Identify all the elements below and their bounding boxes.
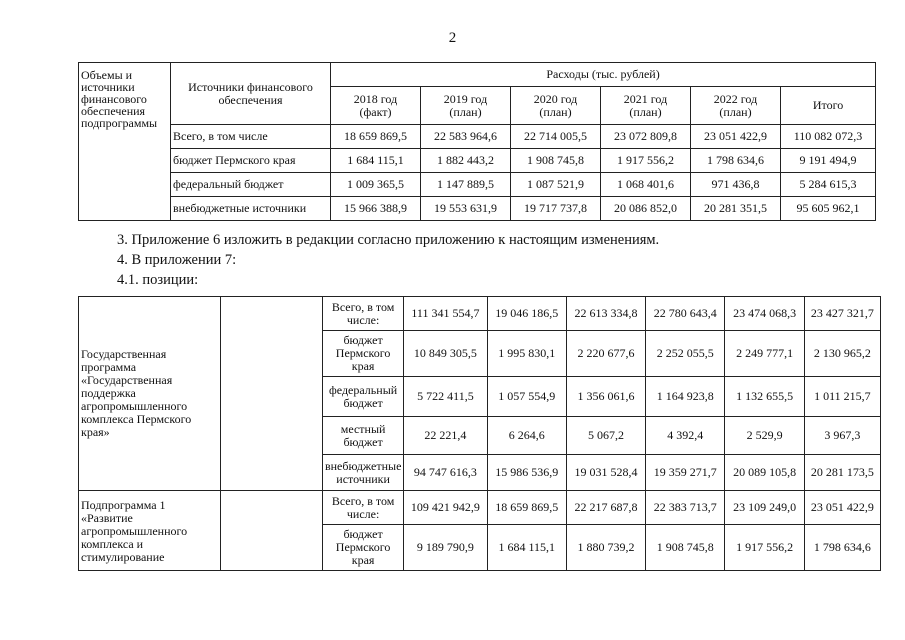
cell-value: 94 747 616,3	[404, 455, 487, 491]
cell-value: 19 553 631,9	[421, 197, 511, 221]
cell-value: 6 264,6	[487, 417, 566, 455]
row-label: Всего, в том числе	[171, 125, 331, 149]
year-header: 2019 год (план)	[421, 87, 511, 125]
cell-value: 1 798 634,6	[691, 149, 781, 173]
cell-value: 1 057 554,9	[487, 377, 566, 417]
cell-value: 23 109 249,0	[725, 491, 804, 525]
cell-value: 20 281 173,5	[804, 455, 880, 491]
cell-value: 1 147 889,5	[421, 173, 511, 197]
cell-value: 5 722 411,5	[404, 377, 487, 417]
cell-value: 1 132 655,5	[725, 377, 804, 417]
row-label: бюджет Пермского края	[171, 149, 331, 173]
cell-value: 1 684 115,1	[331, 149, 421, 173]
cell-value: 2 130 965,2	[804, 331, 880, 377]
cell-value: 19 717 737,8	[511, 197, 601, 221]
cell-value: 1 917 556,2	[725, 525, 804, 571]
program-title: Государственная программа «Государственная поддержка агропромышленного комплекса Пермского края»	[79, 297, 221, 491]
cell-value: 2 529,9	[725, 417, 804, 455]
subprogram-title: Подпрограмма 1 «Развитие агропромышленного комплекса и стимулирование	[79, 491, 221, 571]
cell-value: 1 995 830,1	[487, 331, 566, 377]
cell-value: 23 051 422,9	[691, 125, 781, 149]
page-number: 2	[448, 30, 457, 46]
paragraph-appendix-7: 4. В приложении 7:	[117, 252, 237, 268]
cell-value: 110 082 072,3	[781, 125, 876, 149]
year-header: 2018 год (факт)	[331, 87, 421, 125]
cell-value: 19 359 271,7	[646, 455, 725, 491]
row-label: федеральный бюджет	[171, 173, 331, 197]
expenses-header: Расходы (тыс. рублей)	[331, 63, 876, 87]
cell-value: 20 281 351,5	[691, 197, 781, 221]
cell-value: 23 474 068,3	[725, 297, 804, 331]
year-header: 2021 год (план)	[601, 87, 691, 125]
cell-value: 1 908 745,8	[511, 149, 601, 173]
row-label: местный бюджет	[322, 417, 403, 455]
cell-value: 2 252 055,5	[646, 331, 725, 377]
cell-value: 15 986 536,9	[487, 455, 566, 491]
table-row	[79, 491, 881, 525]
cell-value: 19 031 528,4	[566, 455, 645, 491]
cell-value: 1 684 115,1	[487, 525, 566, 571]
cell-value: 22 714 005,5	[511, 125, 601, 149]
year-header: 2022 год (план)	[691, 87, 781, 125]
sources-header: Источники финансового обеспечения	[171, 63, 331, 125]
cell-value: 1 011 215,7	[804, 377, 880, 417]
row-label: Всего, в том числе:	[322, 491, 403, 525]
row-label: Всего, в том числе:	[322, 297, 403, 331]
cell-value: 1 917 556,2	[601, 149, 691, 173]
cell-value: 22 221,4	[404, 417, 487, 455]
empty-cell	[221, 297, 323, 491]
cell-value: 18 659 869,5	[331, 125, 421, 149]
cell-value: 10 849 305,5	[404, 331, 487, 377]
cell-value: 1 068 401,6	[601, 173, 691, 197]
cell-value: 95 605 962,1	[781, 197, 876, 221]
volumes-header: Объемы и источники финансового обеспечения подпрограммы	[79, 63, 171, 221]
cell-value: 2 220 677,6	[566, 331, 645, 377]
paragraph-positions: 4.1. позиции:	[117, 272, 199, 288]
cell-value: 1 009 365,5	[331, 173, 421, 197]
cell-value: 1 087 521,9	[511, 173, 601, 197]
row-label: бюджет Пермского края	[322, 331, 403, 377]
row-label: внебюджетные источники	[322, 455, 403, 491]
subprogram-funding-table	[78, 62, 876, 221]
table-row	[79, 197, 876, 221]
row-label: федеральный бюджет	[322, 377, 403, 417]
row-label: бюджет Пермского края	[322, 525, 403, 571]
cell-value: 18 659 869,5	[487, 491, 566, 525]
cell-value: 20 089 105,8	[725, 455, 804, 491]
cell-value: 22 780 643,4	[646, 297, 725, 331]
table-row	[79, 173, 876, 197]
cell-value: 22 613 334,8	[566, 297, 645, 331]
cell-value: 1 880 739,2	[566, 525, 645, 571]
row-label: внебюджетные источники	[171, 197, 331, 221]
cell-value: 23 427 321,7	[804, 297, 880, 331]
cell-value: 1 798 634,6	[804, 525, 880, 571]
cell-value: 9 191 494,9	[781, 149, 876, 173]
cell-value: 9 189 790,9	[404, 525, 487, 571]
cell-value: 5 284 615,3	[781, 173, 876, 197]
cell-value: 22 383 713,7	[646, 491, 725, 525]
cell-value: 22 217 687,8	[566, 491, 645, 525]
cell-value: 23 051 422,9	[804, 491, 880, 525]
paragraph-appendix-6: 3. Приложение 6 изложить в редакции согласно приложению к настоящим изменениям.	[117, 232, 660, 248]
cell-value: 971 436,8	[691, 173, 781, 197]
cell-value: 1 356 061,6	[566, 377, 645, 417]
cell-value: 3 967,3	[804, 417, 880, 455]
table-row	[79, 297, 881, 331]
cell-value: 15 966 388,9	[331, 197, 421, 221]
table-row	[79, 149, 876, 173]
empty-cell	[221, 491, 323, 571]
cell-value: 109 421 942,9	[404, 491, 487, 525]
cell-value: 5 067,2	[566, 417, 645, 455]
total-header: Итого	[781, 87, 876, 125]
year-header: 2020 год (план)	[511, 87, 601, 125]
cell-value: 20 086 852,0	[601, 197, 691, 221]
cell-value: 1 882 443,2	[421, 149, 511, 173]
program-funding-table	[78, 296, 881, 571]
cell-value: 23 072 809,8	[601, 125, 691, 149]
cell-value: 1 164 923,8	[646, 377, 725, 417]
cell-value: 111 341 554,7	[404, 297, 487, 331]
cell-value: 22 583 964,6	[421, 125, 511, 149]
cell-value: 19 046 186,5	[487, 297, 566, 331]
cell-value: 1 908 745,8	[646, 525, 725, 571]
cell-value: 4 392,4	[646, 417, 725, 455]
table-row	[79, 125, 876, 149]
cell-value: 2 249 777,1	[725, 331, 804, 377]
